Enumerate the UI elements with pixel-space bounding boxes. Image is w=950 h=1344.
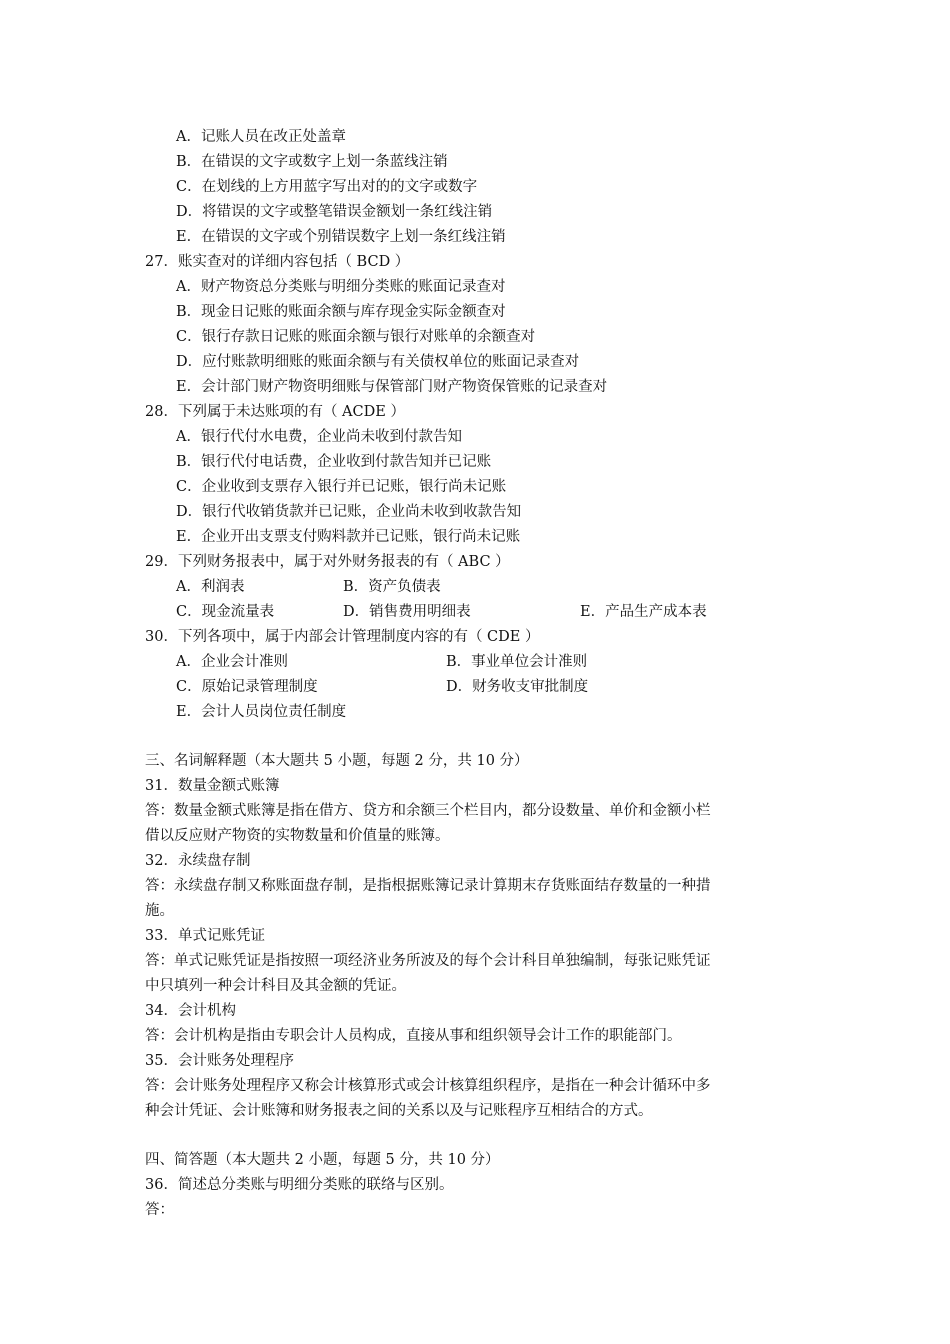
q27-stem: 27．账实查对的详细内容包括（ BCD ）: [145, 254, 410, 270]
q28-stem: 28．下列属于未达账项的有（ ACDE ）: [145, 404, 405, 420]
q33-term: 33．单式记账凭证: [145, 928, 265, 944]
q27-option-a: A．财产物资总分类账与明细分类账的账面记录查对: [176, 279, 506, 295]
q29-stem: 29．下列财务报表中，属于对外财务报表的有（ ABC ）: [145, 554, 510, 570]
q30-option-e: E．会计人员岗位责任制度: [176, 704, 347, 720]
q27-option-c: C．银行存款日记账的账面余额与银行对账单的余额查对: [176, 329, 536, 345]
q31-answer-line-1: 答：数量金额式账簿是指在借方、贷方和余额三个栏目内，都分设数量、单价和金额小栏: [145, 803, 711, 819]
q35-answer-line-1: 答：会计账务处理程序又称会计核算形式或会计核算组织程序，是指在一种会计循环中多: [145, 1078, 711, 1094]
q29-option-d: D．销售费用明细表: [343, 604, 471, 620]
q30-stem: 30．下列各项中，属于内部会计管理制度内容的有（ CDE ）: [145, 629, 540, 645]
q30-option-c: C．原始记录管理制度: [176, 679, 318, 695]
q26-option-e: E．在错误的文字或个别错误数字上划一条红线注销: [176, 229, 506, 245]
section-4-heading: 四、简答题（本大题共 2 小题，每题 5 分，共 10 分）: [145, 1152, 500, 1168]
q35-term: 35．会计账务处理程序: [145, 1053, 294, 1069]
q27-option-e: E．会计部门财产物资明细账与保管部门财产物资保管账的记录查对: [176, 379, 608, 395]
q26-option-d: D．将错误的文字或整笔错误金额划一条红线注销: [176, 204, 493, 220]
q28-option-e: E．企业开出支票支付购料款并已记账，银行尚未记账: [176, 529, 521, 545]
q33-answer-line-2: 中只填列一种会计科目及其金额的凭证。: [145, 978, 406, 994]
q31-answer-line-2: 借以反应财产物资的实物数量和价值量的账簿。: [145, 828, 450, 844]
q28-option-b: B．银行代付电话费，企业收到付款告知并已记账: [176, 454, 492, 470]
q30-option-b: B．事业单位会计准则: [446, 654, 588, 670]
q28-option-c: C．企业收到支票存入银行并已记账，银行尚未记账: [176, 479, 507, 495]
q33-answer-line-1: 答：单式记账凭证是指按照一项经济业务所波及的每个会计科目单独编制，每张记账凭证: [145, 953, 711, 969]
q29-option-a: A．利润表: [176, 579, 245, 595]
q28-option-d: D．银行代收销货款并已记账，企业尚未收到收款告知: [176, 504, 522, 520]
q34-term: 34．会计机构: [145, 1003, 236, 1019]
q36-question: 36．简述总分类账与明细分类账的联络与区别。: [145, 1177, 454, 1193]
q26-option-b: B．在错误的文字或数字上划一条蓝线注销: [176, 154, 448, 170]
q31-term: 31．数量金额式账簿: [145, 778, 280, 794]
q28-option-a: A．银行代付水电费，企业尚未收到付款告知: [176, 429, 462, 445]
q35-answer-line-2: 种会计凭证、会计账簿和财务报表之间的关系以及与记账程序互相结合的方式。: [145, 1103, 653, 1119]
q32-answer-line-2: 施。: [145, 903, 174, 919]
q27-option-b: B．现金日记账的账面余额与库存现金实际金额查对: [176, 304, 506, 320]
q26-option-c: C．在划线的上方用蓝字写出对的的文字或数字: [176, 179, 478, 195]
section-3-heading: 三、名词解释题（本大题共 5 小题，每题 2 分，共 10 分）: [145, 753, 529, 769]
q32-answer-line-1: 答：永续盘存制又称账面盘存制，是指根据账簿记录计算期末存货账面结存数量的一种措: [145, 878, 711, 894]
q30-option-d: D．财务收支审批制度: [446, 679, 589, 695]
q27-option-d: D．应付账款明细账的账面余额与有关债权单位的账面记录查对: [176, 354, 580, 370]
q29-option-c: C．现金流量表: [176, 604, 275, 620]
q32-term: 32．永续盘存制: [145, 853, 251, 869]
q30-option-a: A．企业会计准则: [176, 654, 288, 670]
q34-answer-line-1: 答：会计机构是指由专职会计人员构成，直接从事和组织领导会计工作的职能部门。: [145, 1028, 682, 1044]
q29-option-b: B．资产负债表: [343, 579, 441, 595]
q26-option-a: A．记账人员在改正处盖章: [176, 129, 346, 145]
q36-answer-label: 答：: [145, 1202, 174, 1218]
q29-option-e: E．产品生产成本表: [580, 604, 707, 620]
